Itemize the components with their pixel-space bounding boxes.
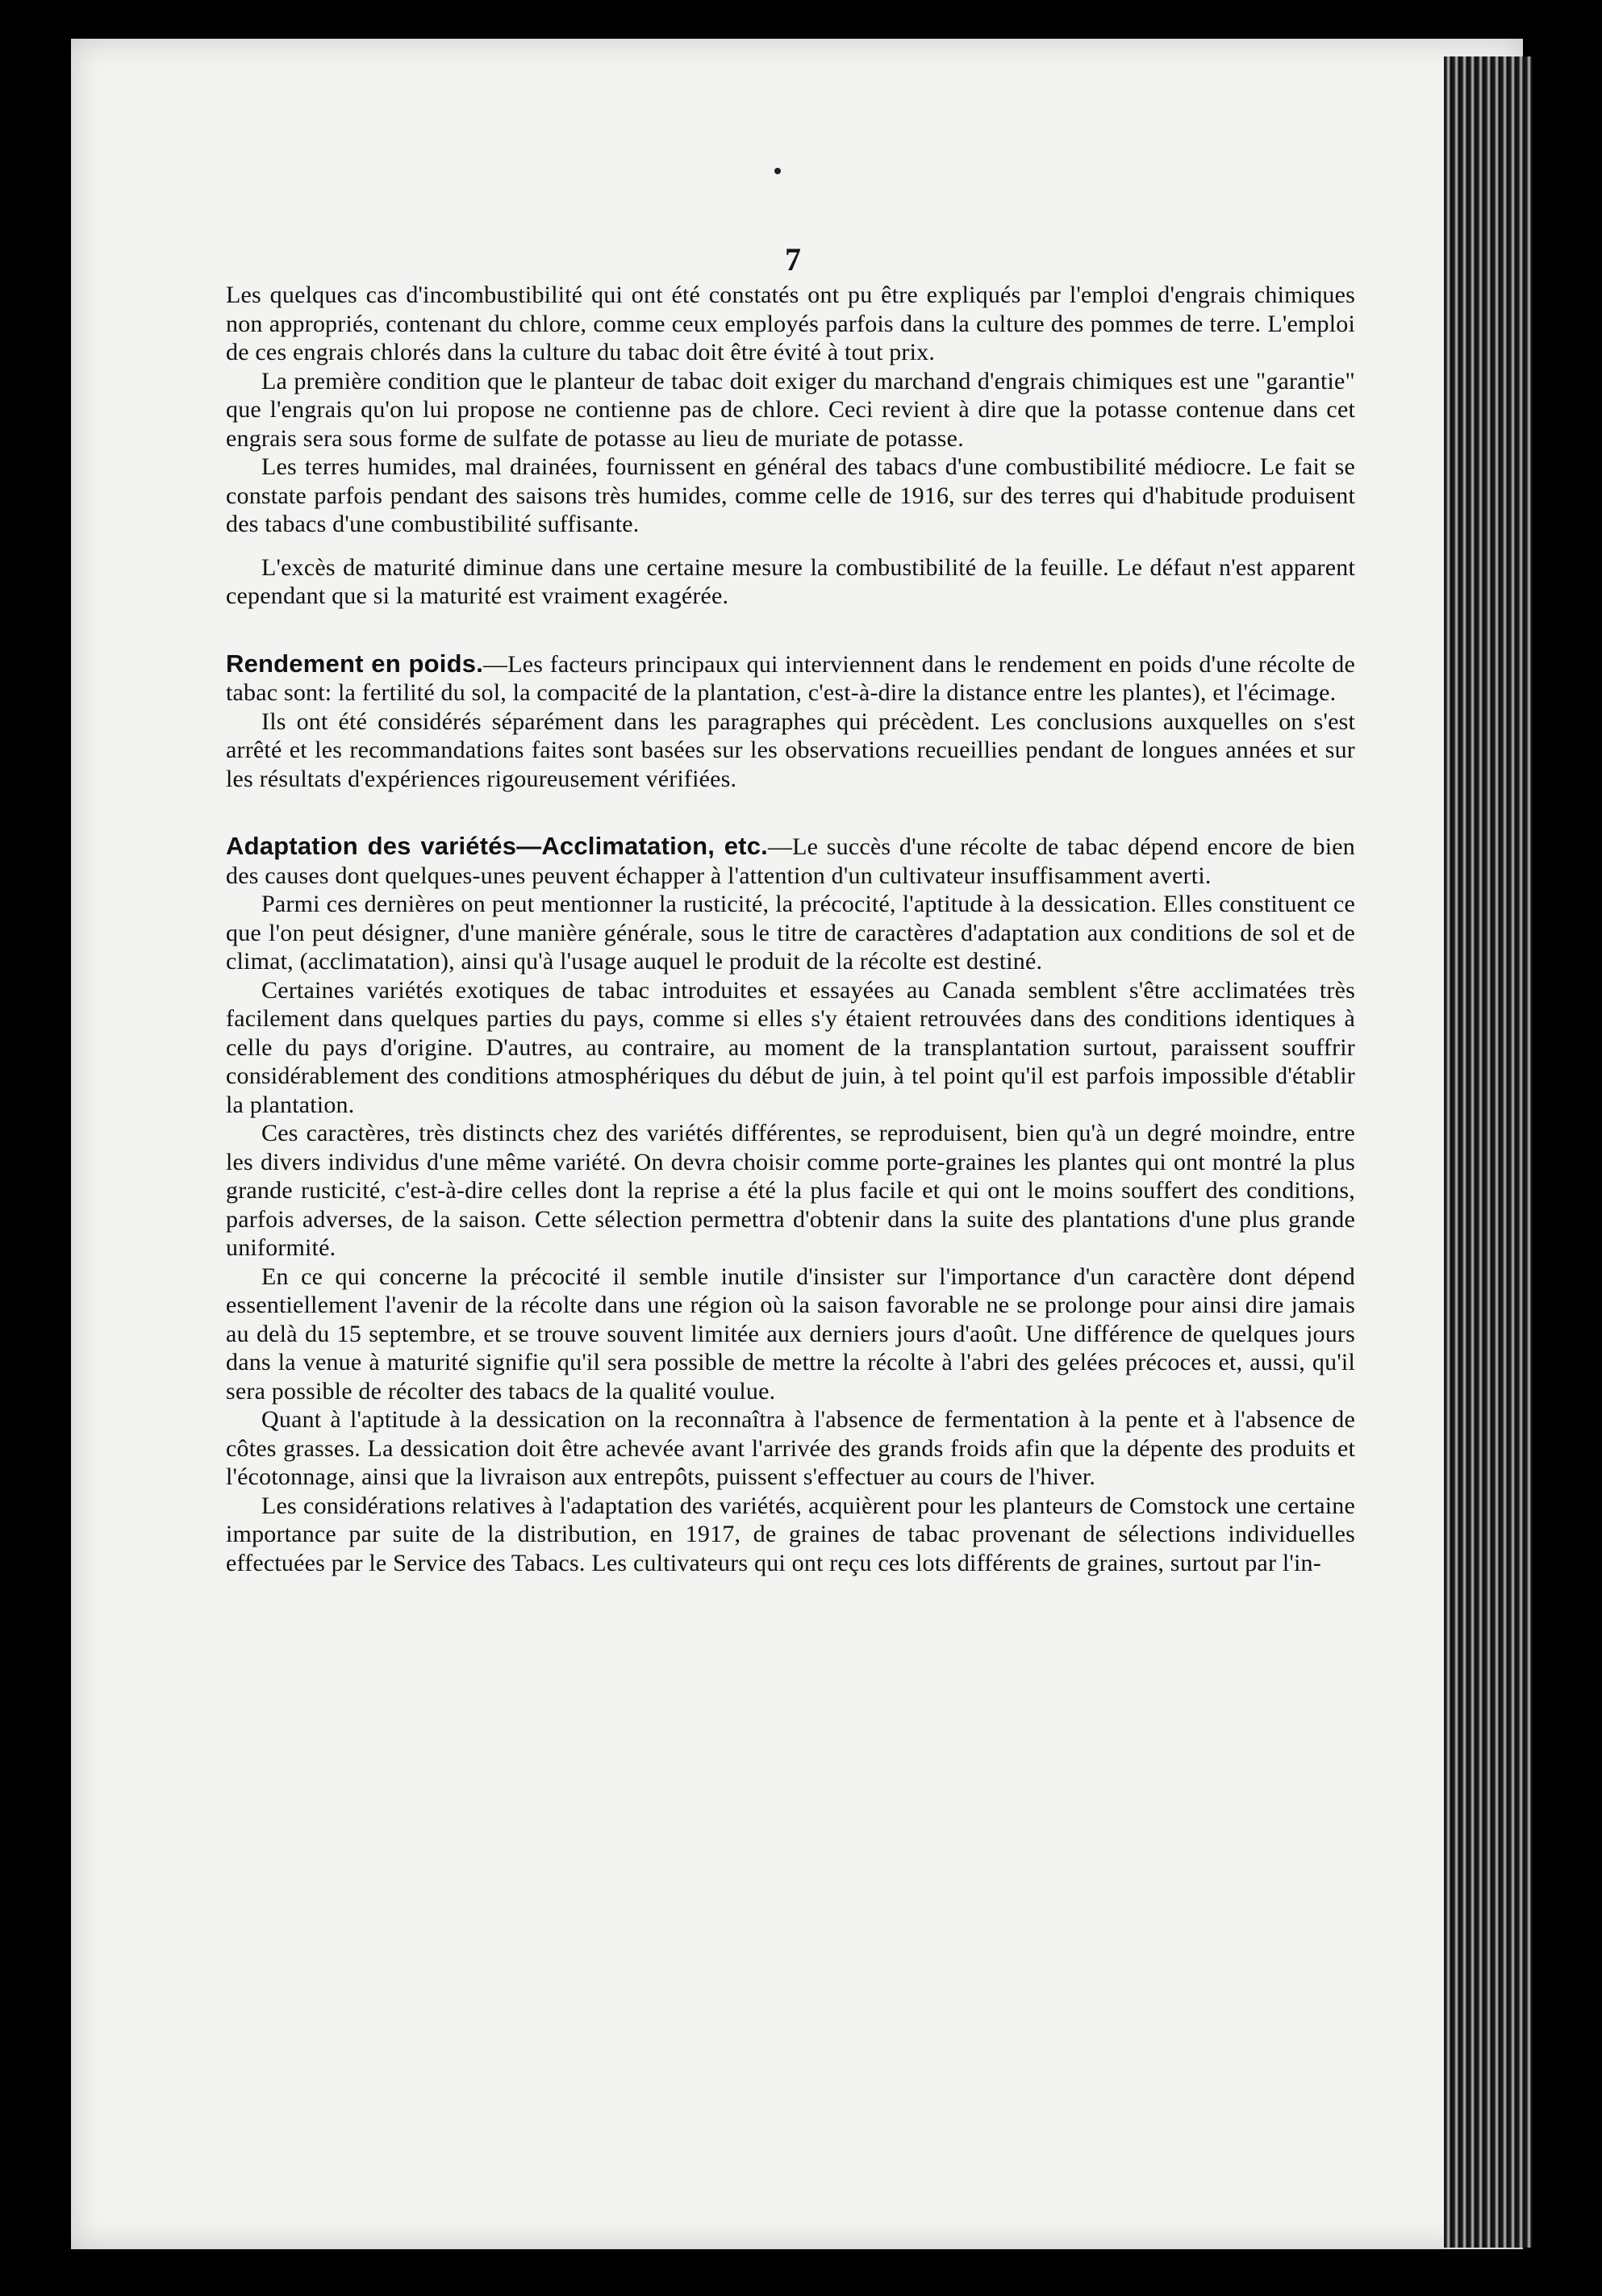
paragraph-text: Certaines variétés exotiques de tabac introduites et essayées au Canada semblent s'être acclimatées très facilement dans quelques parties du pays, comme si elles s'y étaient retrouvées dans des conditions identiques à celle du pays d'origine. D'autres, au contraire, au moment de la transplantation surtout, paraissent souffrir considérablement des conditions atmosphériques du début de juin, à tel point qu'il est parfois impossible d'établir la plantation. [226, 976, 1355, 1118]
section-heading-adaptation: Adaptation des variétés—Acclimatation, etc. [226, 832, 768, 860]
scan-speck [1202, 2265, 1210, 2273]
paragraph-text: —Les facteurs principaux qui interviennent dans le rendement en poids d'une récolte de tabac sont: la fertilité du sol, la compacité de la plantation, c'est-à-dire la distance entre les plantes), et l'écimage. [226, 650, 1355, 706]
document-page [71, 39, 1523, 2249]
paragraph-comstock [226, 1492, 1355, 1578]
paragraph-text: Ils ont été considérés séparément dans les paragraphes qui précèdent. Les conclusions auxquelles on s'est arrêté et les recommandations faites sont basées sur les observations recueillies pendant de longues années et sur les résultats d'expériences rigoureusement vérifiées. [226, 708, 1355, 792]
paragraph-text: Parmi ces dernières on peut mentionner la rusticité, la précocité, l'aptitude à la dessication. Elles constituent ce que l'on peut désigner, d'une manière générale, sous le titre de caractères d'adaptation aux conditions de sol et de climat, (acclimatation), ainsi qu'à l'usage auquel le produit de la récolte est destiné. [226, 891, 1355, 975]
paragraph-humid-soils [226, 453, 1355, 539]
paragraph-precocity [226, 1263, 1355, 1406]
paragraph-text: Les considérations relatives à l'adaptation des variétés, acquièrent pour les planteurs de Comstock une certaine importance par suite de la distribution, en 1917, de graines de tabac provenant de sélections individuelles effectuées par le Service des Tabacs. Les cultivateurs qui ont reçu ces lots différents de graines, surtout par l'in- [226, 1492, 1355, 1576]
scan-speck [369, 5, 380, 20]
paragraph-first-condition [226, 367, 1355, 453]
paragraph-text: Quant à l'aptitude à la dessication on la reconnaîtra à l'absence de fermentation à la pente et à l'absence de côtes grasses. La dessication doit être achevée avant l'arrivée des grands froids afin que la dépente des produits et l'écotonnage, ainsi que la livraison aux entrepôts, puissent s'effectuer au cours de l'hiver. [226, 1406, 1355, 1490]
paragraph-text: L'excès de maturité diminue dans une certaine mesure la combustibilité de la feuille. Le défaut n'est apparent cependant que si la maturité est vraiment exagérée. [226, 553, 1355, 609]
paragraph-characters [226, 1119, 1355, 1263]
paragraph-text: En ce qui concerne la précocité il semble inutile d'insister sur l'importance d'un caractère dont dépend essentiellement l'avenir de la récolte dans une région où la saison favorable ne se prolonge pour ainsi dire jamais au delà du 15 septembre, et se trouve souvent limitée aux derniers jours d'août. Une différence de quelques jours dans la venue à maturité signifie qu'il sera possible de mettre la récolte à l'abri des gelées précoces et, aussi, qu'il sera possible de récolter des tabacs de la qualité voulue. [226, 1263, 1355, 1405]
page-binding-edge [1444, 56, 1533, 2248]
paragraph-text: —Le succès d'une récolte de tabac dépend encore de bien des causes dont quelques-unes peuvent échapper à l'attention d'un cultivateur insuffisamment averti. [226, 833, 1355, 889]
paragraph-text: Ces caractères, très distincts chez des variétés différentes, se reproduisent, bien qu'à un degré moindre, entre les divers individus d'une même variété. On devra choisir comme porte-graines les plantes qui ont montré la plus grande rusticité, c'est-à-dire celles dont la reprise a été la plus facile et qui ont le moins souffert des conditions, parfois adverses, de la saison. Cette sélection permettra d'obtenir dans la suite des plantations d'une plus grande uniformité. [226, 1120, 1355, 1261]
paragraph-text: La première condition que le planteur de tabac doit exiger du marchand d'engrais chimiques est une "garantie" que l'engrais qu'on lui propose ne contienne pas de chlore. Ceci revient à dire que la potasse contenue dans cet engrais sera sous forme de sulfate de potasse au lieu de muriate de potasse. [226, 367, 1355, 452]
section-heading-yield: Rendement en poids. [226, 649, 484, 678]
paragraph-incombustibility [226, 281, 1355, 367]
paragraph-excess-maturity [226, 553, 1355, 611]
paragraph-dessication [226, 1405, 1355, 1492]
paragraph-exotic-varieties [226, 976, 1355, 1120]
ink-dot [774, 168, 781, 174]
body-text [226, 281, 1355, 1577]
section-adaptation [226, 832, 1355, 890]
paragraph-considered-separately [226, 708, 1355, 794]
section-yield [226, 649, 1355, 708]
page-number: 7 [785, 241, 801, 278]
paragraph-text: Les quelques cas d'incombustibilité qui ont été constatés ont pu être expliqués par l'emploi d'engrais chimiques non appropriés, contenant du chlore, comme ceux employés parfois dans la culture des pommes de terre. L'emploi de ces engrais chlorés dans la culture du tabac doit être évité à tout prix. [226, 282, 1355, 365]
paragraph-rusticity [226, 890, 1355, 976]
paragraph-text: Les terres humides, mal drainées, fournissent en général des tabacs d'une combustibilité médiocre. Le fait se constate parfois pendant des saisons très humides, comme celle de 1916, sur des terres qui d'habitude produisent des tabacs d'une combustibilité suffisante. [226, 453, 1355, 537]
